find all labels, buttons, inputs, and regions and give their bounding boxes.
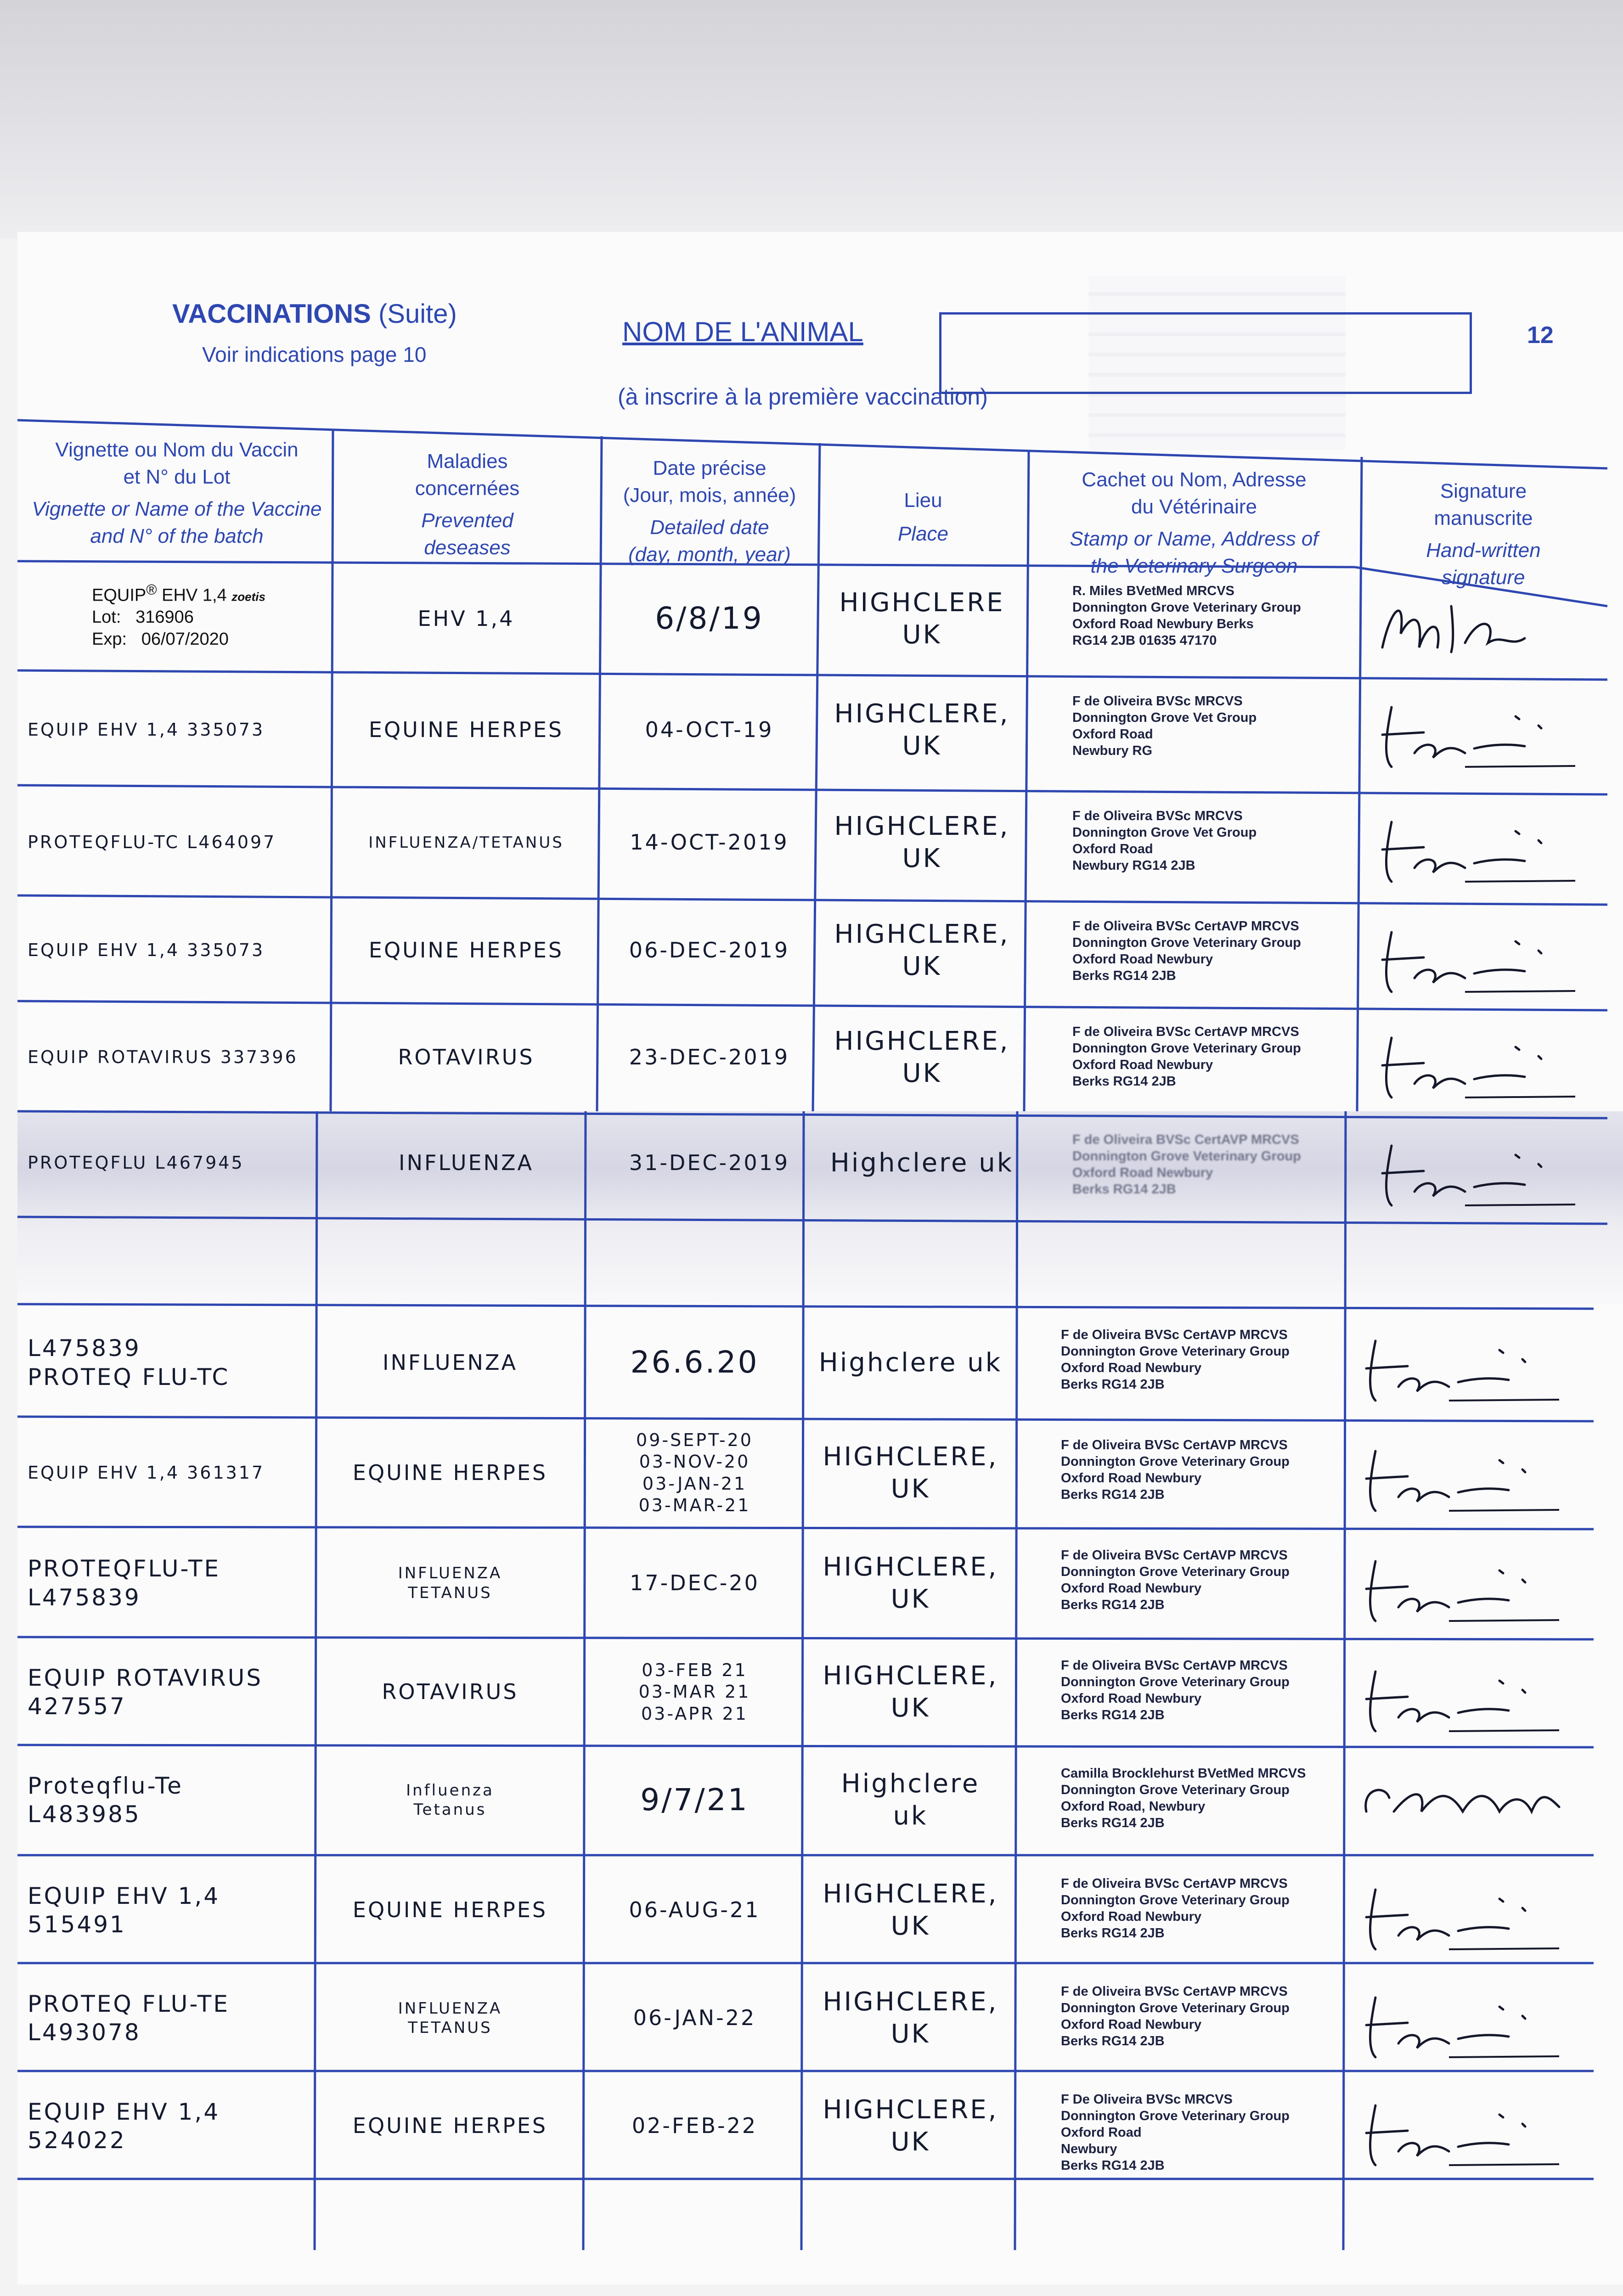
date-cell: 06-AUG-21 (629, 1897, 761, 1923)
col-header-vaccine-en: Vignette or Name of the Vaccine and N° of the batch (32, 497, 322, 548)
place-cell: HIGHCLERE UK (839, 587, 1005, 650)
vaccine-name-cell: EQUIP EHV 1,4 335073 (28, 940, 265, 961)
vaccine-name-cell: PROTEQFLU-TE L475839 (28, 1555, 221, 1611)
place-cell: Highclere uk (830, 1148, 1014, 1178)
handwritten-signature (1357, 2087, 1568, 2174)
vet-stamp: F de Oliveira BVSc CertAVP MRCVS Donnington Grove Veterinary Group Oxford Road Newbury Berks RG14 2JB (1061, 1328, 1290, 1392)
sticker-maker: zoetis (231, 590, 265, 604)
section-subtitle: Voir indications page 10 (202, 343, 427, 366)
place-cell: HIGHCLERE, UK (834, 811, 1010, 873)
disease-cell: EHV 1,4 (417, 606, 515, 631)
disease-cell: EQUINE HERPES (368, 938, 564, 963)
vaccine-name-cell: PROTEQFLU-TC L464097 (28, 832, 276, 853)
handwritten-signature (1357, 1433, 1568, 1520)
col-header-date (602, 455, 817, 568)
sticker-exp-label: Exp: (92, 629, 127, 649)
date-cell: 26.6.20 (630, 1345, 759, 1380)
place-cell: HIGHCLERE, UK (834, 699, 1010, 761)
date-cell: 06-DEC-2019 (629, 938, 790, 963)
title-text: VACCINATIONS (172, 299, 371, 329)
col-header-disease-en: Prevented deseases (421, 509, 513, 559)
place-cell: HIGHCLERE, UK (834, 919, 1010, 981)
col-header-date-fr: Date précise (Jour, mois, année) (623, 457, 796, 507)
disease-cell: INFLUENZA TETANUS (398, 1999, 502, 2037)
vaccine-name-cell: L475839 PROTEQ FLU-TC (28, 1335, 230, 1390)
vet-stamp: F de Oliveira BVSc CertAVP MRCVS Donnington Grove Veterinary Group Oxford Road Newbury Berks RG14 2JB (1072, 1132, 1301, 1197)
vet-stamp: F De Oliveira BVSc MRCVS Donnington Grove Veterinary Group Oxford Road Newbury Berks RG14 2JB (1061, 2092, 1290, 2173)
disease-cell: EQUINE HERPES (368, 717, 564, 743)
col-header-place-en: Place (897, 523, 949, 546)
disease-cell: INFLUENZA (399, 1150, 534, 1175)
disease-cell: ROTAVIRUS (398, 1044, 535, 1069)
vet-stamp: R. Miles BVetMed MRCVS Donnington Grove Veterinary Group Oxford Road Newbury Berks RG14 2JB 01635 47170 (1072, 584, 1301, 648)
col-header-disease-fr: Maladies concernées (415, 450, 520, 500)
vaccine-name-cell: EQUIP ROTAVIRUS 337396 (28, 1047, 298, 1067)
animal-name-note: (à inscrire à la première vaccination) (618, 384, 988, 410)
vet-stamp: F de Oliveira BVSc MRCVS Donnington Grove Vet Group Oxford Road Newbury RG14 2JB (1072, 809, 1257, 873)
disease-cell: INFLUENZA TETANUS (398, 1564, 502, 1602)
date-cell: 09-SEPT-20 03-NOV-20 03-JAN-21 03-MAR-21 (636, 1429, 753, 1515)
date-cell: 04-OCT-19 (645, 717, 774, 743)
date-cell: 06-JAN-22 (633, 2005, 756, 2031)
disease-cell: INFLUENZA/TETANUS (368, 833, 564, 852)
place-cell: HIGHCLERE, UK (823, 1879, 998, 1941)
sticker-product: EQUIP (92, 585, 147, 605)
date-cell: 31-DEC-2019 (629, 1150, 790, 1175)
handwritten-signature (1357, 1653, 1568, 1740)
title-suffix: (Suite) (378, 299, 457, 329)
handwritten-signature (1373, 1127, 1584, 1215)
vaccine-name-cell: EQUIP EHV 1,4 524022 (28, 2098, 220, 2154)
col-header-date-en: Detailed date (day, month, year) (628, 516, 791, 566)
place-cell: Highclere uk (841, 1769, 980, 1831)
animal-name-field[interactable] (939, 312, 1472, 394)
place-cell: HIGHCLERE, UK (823, 2095, 998, 2157)
handwritten-signature (1373, 914, 1584, 1001)
disease-cell: INFLUENZA (383, 1350, 518, 1375)
disease-cell: EQUINE HERPES (352, 1460, 548, 1485)
vaccine-name-cell (28, 565, 326, 673)
col-header-place-fr: Lieu (904, 489, 942, 512)
col-header-signature-en: Hand-written signature (1426, 539, 1541, 589)
section-title (172, 298, 457, 329)
place-cell: HIGHCLERE, UK (823, 1441, 998, 1504)
vet-stamp: F de Oliveira BVSc CertAVP MRCVS Donnington Grove Veterinary Group Oxford Road Newbury Berks RG14 2JB (1072, 919, 1301, 983)
page-shadow (0, 0, 1623, 239)
disease-cell: ROTAVIRUS (382, 1679, 518, 1705)
sticker-product-rest: EHV 1,4 (162, 585, 227, 605)
date-cell: 23-DEC-2019 (629, 1044, 790, 1069)
col-header-place (820, 487, 1026, 548)
col-header-disease (335, 448, 599, 562)
vaccine-sticker: EQUIP® EHV 1,4 zoetis Lot: 316906 Exp: 06/07/2020 (92, 581, 265, 649)
date-cell: 03-FEB 21 03-MAR 21 03-APR 21 (638, 1660, 751, 1724)
vaccine-name-cell: EQUIP EHV 1,4 515491 (28, 1882, 220, 1938)
col-header-vet (1029, 466, 1359, 580)
col-header-signature-fr: Signature manuscrite (1434, 480, 1533, 530)
date-cell: 17-DEC-20 (630, 1570, 760, 1595)
sticker-exp: 06/07/2020 (141, 629, 229, 649)
handwritten-signature (1357, 1761, 1568, 1848)
date-cell: 02-FEB-22 (631, 2113, 758, 2138)
handwritten-signature (1357, 1543, 1568, 1630)
handwritten-signature (1373, 1019, 1584, 1107)
vet-stamp: F de Oliveira BVSc CertAVP MRCVS Donnington Grove Veterinary Group Oxford Road Newbury Berks RG14 2JB (1061, 1658, 1290, 1722)
vaccine-name-cell: Proteqflu-Te L483985 (28, 1772, 183, 1828)
vaccine-name-cell: PROTEQFLU L467945 (28, 1152, 244, 1173)
vaccine-name-cell: EQUIP ROTAVIRUS 427557 (28, 1664, 263, 1720)
sticker-lot: 316906 (135, 608, 194, 627)
vet-stamp: F de Oliveira BVSc CertAVP MRCVS Donnington Grove Veterinary Group Oxford Road Newbury Berks RG14 2JB (1061, 1984, 1290, 2048)
col-header-vaccine-fr: Vignette ou Nom du Vaccin et N° du Lot (55, 439, 299, 489)
vaccine-name-cell: EQUIP EHV 1,4 335073 (28, 720, 265, 740)
handwritten-signature (1373, 579, 1584, 666)
vet-stamp: F de Oliveira BVSc CertAVP MRCVS Donnington Grove Veterinary Group Oxford Road Newbury Berks RG14 2JB (1061, 1876, 1290, 1941)
animal-name-label: NOM DE L'ANIMAL (622, 316, 863, 347)
place-cell: Highclere uk (818, 1347, 1003, 1378)
handwritten-signature (1373, 689, 1584, 776)
sticker-lot-label: Lot: (92, 608, 121, 627)
date-cell: 9/7/21 (640, 1782, 749, 1818)
vet-stamp: Camilla Brocklehurst BVetMed MRCVS Donnington Grove Veterinary Group Oxford Road, Newbury Berks RG14 2JB (1061, 1766, 1306, 1830)
date-cell: 6/8/19 (655, 601, 764, 636)
vet-stamp: F de Oliveira BVSc CertAVP MRCVS Donnington Grove Veterinary Group Oxford Road Newbury Berks RG14 2JB (1061, 1438, 1290, 1502)
disease-cell: EQUINE HERPES (352, 1897, 548, 1923)
col-header-vaccine (23, 436, 331, 550)
vet-stamp: F de Oliveira BVSc CertAVP MRCVS Donnington Grove Veterinary Group Oxford Road Newbury Berks RG14 2JB (1072, 1024, 1301, 1089)
handwritten-signature (1357, 1322, 1568, 1410)
handwritten-signature (1373, 804, 1584, 891)
vet-stamp: F de Oliveira BVSc CertAVP MRCVS Donnington Grove Veterinary Group Oxford Road Newbury Berks RG14 2JB (1061, 1548, 1290, 1612)
date-cell: 14-OCT-2019 (630, 830, 789, 855)
disease-cell: EQUINE HERPES (352, 2113, 548, 2138)
place-cell: HIGHCLERE, UK (834, 1026, 1010, 1088)
place-cell: HIGHCLERE, UK (823, 1661, 998, 1723)
place-cell: HIGHCLERE, UK (823, 1987, 998, 2049)
col-header-vet-en: Stamp or Name, Address of the Veterinary Surgeon (1070, 527, 1319, 578)
vaccine-name-cell: PROTEQ FLU-TE L493078 (28, 1990, 230, 2046)
col-header-vet-fr: Cachet ou Nom, Adresse du Vétérinaire (1082, 468, 1307, 518)
vet-stamp: F de Oliveira BVSc MRCVS Donnington Grove Vet Group Oxford Road Newbury RG (1072, 694, 1257, 758)
col-header-signature (1362, 478, 1605, 591)
place-cell: HIGHCLERE, UK (823, 1552, 998, 1614)
vaccine-name-cell: EQUIP EHV 1,4 361317 (28, 1462, 265, 1483)
page-number: 12 (1527, 322, 1554, 349)
handwritten-signature (1357, 1871, 1568, 1958)
disease-cell: Influenza Tetanus (406, 1781, 494, 1819)
handwritten-signature (1357, 1979, 1568, 2066)
